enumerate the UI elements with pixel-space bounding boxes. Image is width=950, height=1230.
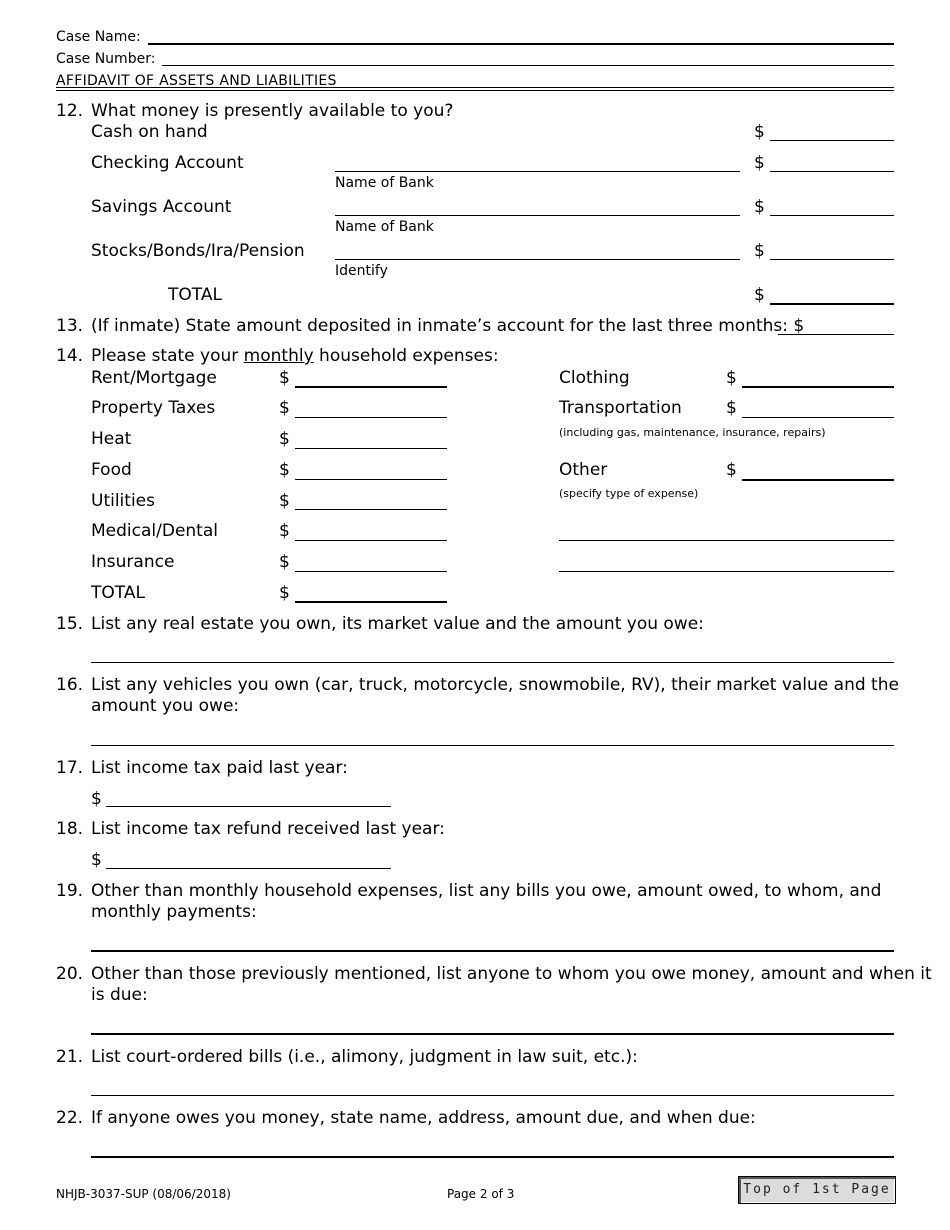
clothing-field[interactable] bbox=[742, 386, 894, 388]
q17-number: 17. bbox=[56, 758, 84, 778]
q22-number: 22. bbox=[56, 1108, 84, 1128]
dollar-sign: $ bbox=[279, 429, 290, 449]
q19-line1: Other than monthly household expenses, list any bills you owe, amount owed, to whom, and bbox=[91, 881, 882, 901]
dollar-sign: $ bbox=[754, 285, 765, 305]
form-title: AFFIDAVIT OF ASSETS AND LIABILITIES bbox=[56, 73, 337, 89]
expense-label: Rent/Mortgage bbox=[91, 368, 217, 388]
q17-text: List income tax paid last year: bbox=[91, 758, 348, 778]
expense-total-label: TOTAL bbox=[91, 583, 145, 603]
stocks-amount-field[interactable] bbox=[770, 259, 894, 260]
q12-question: What money is presently available to you? bbox=[91, 101, 454, 121]
other-field[interactable] bbox=[742, 479, 894, 481]
stocks-identify-field[interactable] bbox=[335, 259, 740, 260]
header-divider bbox=[56, 87, 894, 88]
other-label: Other bbox=[559, 460, 608, 480]
case-number-field[interactable] bbox=[162, 65, 894, 66]
owed-money-field[interactable] bbox=[91, 1033, 894, 1035]
dollar-sign: $ bbox=[279, 460, 290, 480]
form-id: NHJB-3037-SUP (08/06/2018) bbox=[56, 1187, 231, 1201]
income-tax-paid-field[interactable] bbox=[106, 806, 391, 807]
q14-number: 14. bbox=[56, 346, 84, 366]
expense-label: Medical/Dental bbox=[91, 521, 218, 541]
q13-text: (If inmate) State amount deposited in inmate’s account for the last three months: $ bbox=[91, 316, 805, 336]
q12-number: 12. bbox=[56, 101, 84, 121]
q12-total-field[interactable] bbox=[770, 303, 894, 305]
insurance-field[interactable] bbox=[295, 571, 447, 572]
q20-line1: Other than those previously mentioned, list anyone to whom you owe money, amount and when it bbox=[91, 964, 932, 984]
cash-label: Cash on hand bbox=[91, 122, 208, 142]
dollar-sign: $ bbox=[726, 368, 737, 388]
q16-number: 16. bbox=[56, 675, 84, 695]
dollar-sign: $ bbox=[279, 521, 290, 541]
checking-bank-field[interactable] bbox=[335, 171, 740, 172]
other-note: (specify type of expense) bbox=[559, 487, 699, 500]
expense-total-field[interactable] bbox=[295, 601, 447, 603]
q20-line2: is due: bbox=[91, 985, 148, 1005]
savings-amount-field[interactable] bbox=[770, 215, 894, 216]
dollar-sign: $ bbox=[91, 789, 102, 809]
dollar-sign: $ bbox=[754, 241, 765, 261]
case-name-field[interactable] bbox=[148, 43, 894, 45]
clothing-label: Clothing bbox=[559, 368, 630, 388]
dollar-sign: $ bbox=[279, 583, 290, 603]
savings-bank-field[interactable] bbox=[335, 215, 740, 216]
property-taxes-field[interactable] bbox=[295, 417, 447, 418]
case-number-label: Case Number: bbox=[56, 51, 156, 67]
stocks-identify-caption: Identify bbox=[335, 263, 388, 279]
savings-bank-caption: Name of Bank bbox=[335, 219, 434, 235]
dollar-sign: $ bbox=[726, 398, 737, 418]
inmate-deposit-field[interactable] bbox=[778, 334, 894, 335]
q22-text: If anyone owes you money, state name, address, amount due, and when due: bbox=[91, 1108, 756, 1128]
expense-label: Food bbox=[91, 460, 132, 480]
food-field[interactable] bbox=[295, 479, 447, 480]
expense-label: Insurance bbox=[91, 552, 175, 572]
transportation-field[interactable] bbox=[742, 417, 894, 418]
other-bills-field[interactable] bbox=[91, 950, 894, 952]
rent-field[interactable] bbox=[295, 386, 447, 388]
q16-line1: List any vehicles you own (car, truck, motorcycle, snowmobile, RV), their market value and the bbox=[91, 675, 899, 695]
dollar-sign: $ bbox=[754, 197, 765, 217]
q18-text: List income tax refund received last year: bbox=[91, 819, 445, 839]
expense-label: Property Taxes bbox=[91, 398, 216, 418]
expense-label: Utilities bbox=[91, 491, 155, 511]
q21-number: 21. bbox=[56, 1047, 84, 1067]
page-number: Page 2 of 3 bbox=[447, 1187, 515, 1201]
stocks-label: Stocks/Bonds/Ira/Pension bbox=[91, 241, 305, 261]
q13-number: 13. bbox=[56, 316, 84, 336]
dollar-sign: $ bbox=[754, 153, 765, 173]
dollar-sign: $ bbox=[279, 368, 290, 388]
q12-total-label: TOTAL bbox=[168, 285, 222, 305]
income-tax-refund-field[interactable] bbox=[106, 868, 391, 869]
real-estate-field[interactable] bbox=[91, 662, 894, 663]
dollar-sign: $ bbox=[754, 122, 765, 142]
vehicles-field[interactable] bbox=[91, 745, 894, 746]
q15-number: 15. bbox=[56, 614, 84, 634]
q14-text-monthly: monthly bbox=[243, 346, 314, 366]
court-ordered-field[interactable] bbox=[91, 1095, 894, 1096]
dollar-sign: $ bbox=[279, 552, 290, 572]
dollar-sign: $ bbox=[726, 460, 737, 480]
money-owed-to-you-field[interactable] bbox=[91, 1156, 894, 1158]
other-specify-field-1[interactable] bbox=[559, 540, 894, 541]
checking-label: Checking Account bbox=[91, 153, 244, 173]
q15-text: List any real estate you own, its market value and the amount you owe: bbox=[91, 614, 704, 634]
q21-text: List court-ordered bills (i.e., alimony, judgment in law suit, etc.): bbox=[91, 1047, 638, 1067]
expense-label: Heat bbox=[91, 429, 132, 449]
top-of-first-page-button[interactable]: Top of 1st Page bbox=[738, 1176, 896, 1204]
q16-line2: amount you owe: bbox=[91, 696, 240, 716]
q20-number: 20. bbox=[56, 964, 84, 984]
transportation-label: Transportation bbox=[559, 398, 682, 418]
dollar-sign: $ bbox=[279, 491, 290, 511]
q14-text-before: Please state your bbox=[91, 346, 239, 366]
dollar-sign: $ bbox=[279, 398, 290, 418]
q14-text bbox=[91, 346, 499, 366]
transportation-note: (including gas, maintenance, insurance, repairs) bbox=[559, 426, 826, 439]
header-divider-2 bbox=[56, 90, 894, 91]
q19-line2: monthly payments: bbox=[91, 902, 257, 922]
other-specify-field-2[interactable] bbox=[559, 571, 894, 572]
utilities-field[interactable] bbox=[295, 509, 447, 510]
q19-number: 19. bbox=[56, 881, 84, 901]
q18-number: 18. bbox=[56, 819, 84, 839]
checking-bank-caption: Name of Bank bbox=[335, 175, 434, 191]
case-name-label: Case Name: bbox=[56, 29, 141, 45]
heat-field[interactable] bbox=[295, 448, 447, 449]
dollar-sign: $ bbox=[91, 850, 102, 870]
medical-field[interactable] bbox=[295, 540, 447, 541]
checking-amount-field[interactable] bbox=[770, 171, 894, 172]
savings-label: Savings Account bbox=[91, 197, 232, 217]
q14-text-after: household expenses: bbox=[319, 346, 499, 366]
cash-amount-field[interactable] bbox=[770, 140, 894, 141]
